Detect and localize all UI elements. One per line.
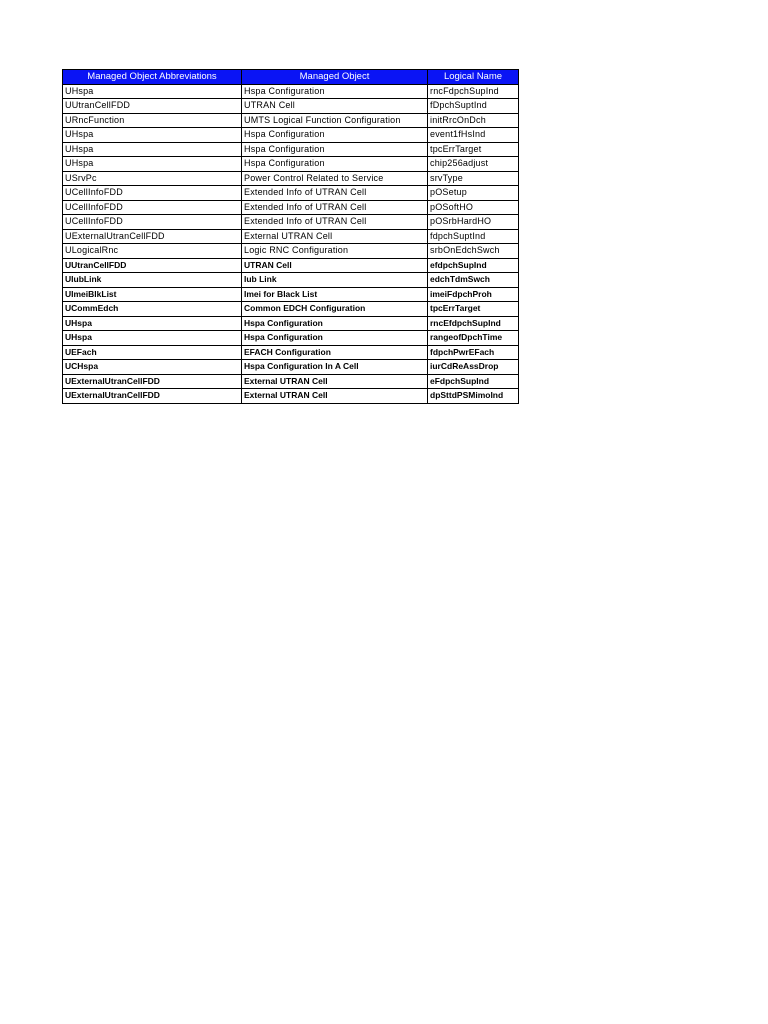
table-row [63,157,519,172]
cell-abbreviation[interactable]: UHspa [63,157,242,172]
header-logical-name[interactable]: Logical Name [428,70,519,85]
cell-logical-name[interactable]: eFdpchSupInd [428,374,519,389]
cell-abbreviation[interactable]: UHspa [63,316,242,331]
cell-abbreviation[interactable]: UExternalUtranCellFDD [63,374,242,389]
cell-logical-name[interactable]: chip256adjust [428,157,519,172]
cell-managed-object[interactable]: Common EDCH Configuration [242,302,428,317]
cell-managed-object[interactable]: UMTS Logical Function Configuration [242,113,428,128]
cell-managed-object[interactable]: Logic RNC Configuration [242,244,428,259]
cell-logical-name[interactable]: srbOnEdchSwch [428,244,519,259]
cell-abbreviation[interactable]: UHspa [63,128,242,143]
cell-abbreviation[interactable]: UHspa [63,331,242,346]
cell-managed-object[interactable]: Hspa Configuration [242,331,428,346]
cell-abbreviation[interactable]: URncFunction [63,113,242,128]
cell-managed-object[interactable]: Hspa Configuration [242,142,428,157]
cell-managed-object[interactable]: Iub Link [242,273,428,288]
table-body [63,84,519,403]
cell-abbreviation[interactable]: UCellInfoFDD [63,215,242,230]
cell-managed-object[interactable]: Hspa Configuration [242,316,428,331]
cell-managed-object[interactable]: Hspa Configuration [242,84,428,99]
table-header-row [63,70,519,85]
cell-managed-object[interactable]: Imei for Black List [242,287,428,302]
cell-abbreviation[interactable]: UCommEdch [63,302,242,317]
cell-abbreviation[interactable]: UExternalUtranCellFDD [63,229,242,244]
cell-logical-name[interactable]: fdpchPwrEFach [428,345,519,360]
cell-logical-name[interactable]: event1fHsInd [428,128,519,143]
cell-managed-object[interactable]: External UTRAN Cell [242,374,428,389]
cell-abbreviation[interactable]: UImeiBlkList [63,287,242,302]
table-row [63,389,519,404]
cell-managed-object[interactable]: UTRAN Cell [242,99,428,114]
cell-abbreviation[interactable]: UCHspa [63,360,242,375]
cell-abbreviation[interactable]: UUtranCellFDD [63,99,242,114]
cell-abbreviation[interactable]: UExternalUtranCellFDD [63,389,242,404]
cell-managed-object[interactable]: Hspa Configuration In A Cell [242,360,428,375]
table-row [63,331,519,346]
table-row [63,374,519,389]
cell-logical-name[interactable]: fdpchSuptInd [428,229,519,244]
table-row [63,186,519,201]
cell-managed-object[interactable]: Extended Info of UTRAN Cell [242,200,428,215]
cell-logical-name[interactable]: dpSttdPSMimoInd [428,389,519,404]
cell-logical-name[interactable]: edchTdmSwch [428,273,519,288]
cell-abbreviation[interactable]: ULogicalRnc [63,244,242,259]
header-managed-object-abbreviations[interactable]: Managed Object Abbreviations [63,70,242,85]
cell-abbreviation[interactable]: UEFach [63,345,242,360]
cell-abbreviation[interactable]: USrvPc [63,171,242,186]
cell-logical-name[interactable]: rncFdpchSupInd [428,84,519,99]
cell-managed-object[interactable]: External UTRAN Cell [242,389,428,404]
table-row [63,360,519,375]
cell-managed-object[interactable]: Hspa Configuration [242,157,428,172]
cell-managed-object[interactable]: EFACH Configuration [242,345,428,360]
cell-logical-name[interactable]: tpcErrTarget [428,142,519,157]
table-row [63,244,519,259]
table-row [63,128,519,143]
cell-logical-name[interactable]: iurCdReAssDrop [428,360,519,375]
cell-logical-name[interactable]: initRrcOnDch [428,113,519,128]
cell-abbreviation[interactable]: UIubLink [63,273,242,288]
table-row [63,302,519,317]
cell-managed-object[interactable]: Extended Info of UTRAN Cell [242,186,428,201]
cell-logical-name[interactable]: pOSoftHO [428,200,519,215]
table-row [63,287,519,302]
cell-abbreviation[interactable]: UUtranCellFDD [63,258,242,273]
table-row [63,273,519,288]
table-row [63,200,519,215]
cell-logical-name[interactable]: tpcErrTarget [428,302,519,317]
cell-managed-object[interactable]: UTRAN Cell [242,258,428,273]
cell-managed-object[interactable]: Power Control Related to Service [242,171,428,186]
table-row [63,99,519,114]
cell-abbreviation[interactable]: UHspa [63,142,242,157]
table-row [63,258,519,273]
cell-logical-name[interactable]: efdpchSupInd [428,258,519,273]
cell-abbreviation[interactable]: UCellInfoFDD [63,186,242,201]
cell-logical-name[interactable]: rangeofDpchTime [428,331,519,346]
table-row [63,113,519,128]
cell-managed-object[interactable]: External UTRAN Cell [242,229,428,244]
cell-abbreviation[interactable]: UCellInfoFDD [63,200,242,215]
managed-object-table [62,69,519,404]
header-managed-object[interactable]: Managed Object [242,70,428,85]
cell-logical-name[interactable]: rncEfdpchSupInd [428,316,519,331]
table-row [63,171,519,186]
cell-managed-object[interactable]: Hspa Configuration [242,128,428,143]
table-row [63,215,519,230]
cell-logical-name[interactable]: pOSrbHardHO [428,215,519,230]
cell-logical-name[interactable]: imeiFdpchProh [428,287,519,302]
table-row [63,229,519,244]
cell-managed-object[interactable]: Extended Info of UTRAN Cell [242,215,428,230]
table-row [63,345,519,360]
table-row [63,142,519,157]
spreadsheet-area [62,69,519,404]
cell-abbreviation[interactable]: UHspa [63,84,242,99]
table-row [63,84,519,99]
cell-logical-name[interactable]: fDpchSuptInd [428,99,519,114]
table-row [63,316,519,331]
cell-logical-name[interactable]: srvType [428,171,519,186]
cell-logical-name[interactable]: pOSetup [428,186,519,201]
